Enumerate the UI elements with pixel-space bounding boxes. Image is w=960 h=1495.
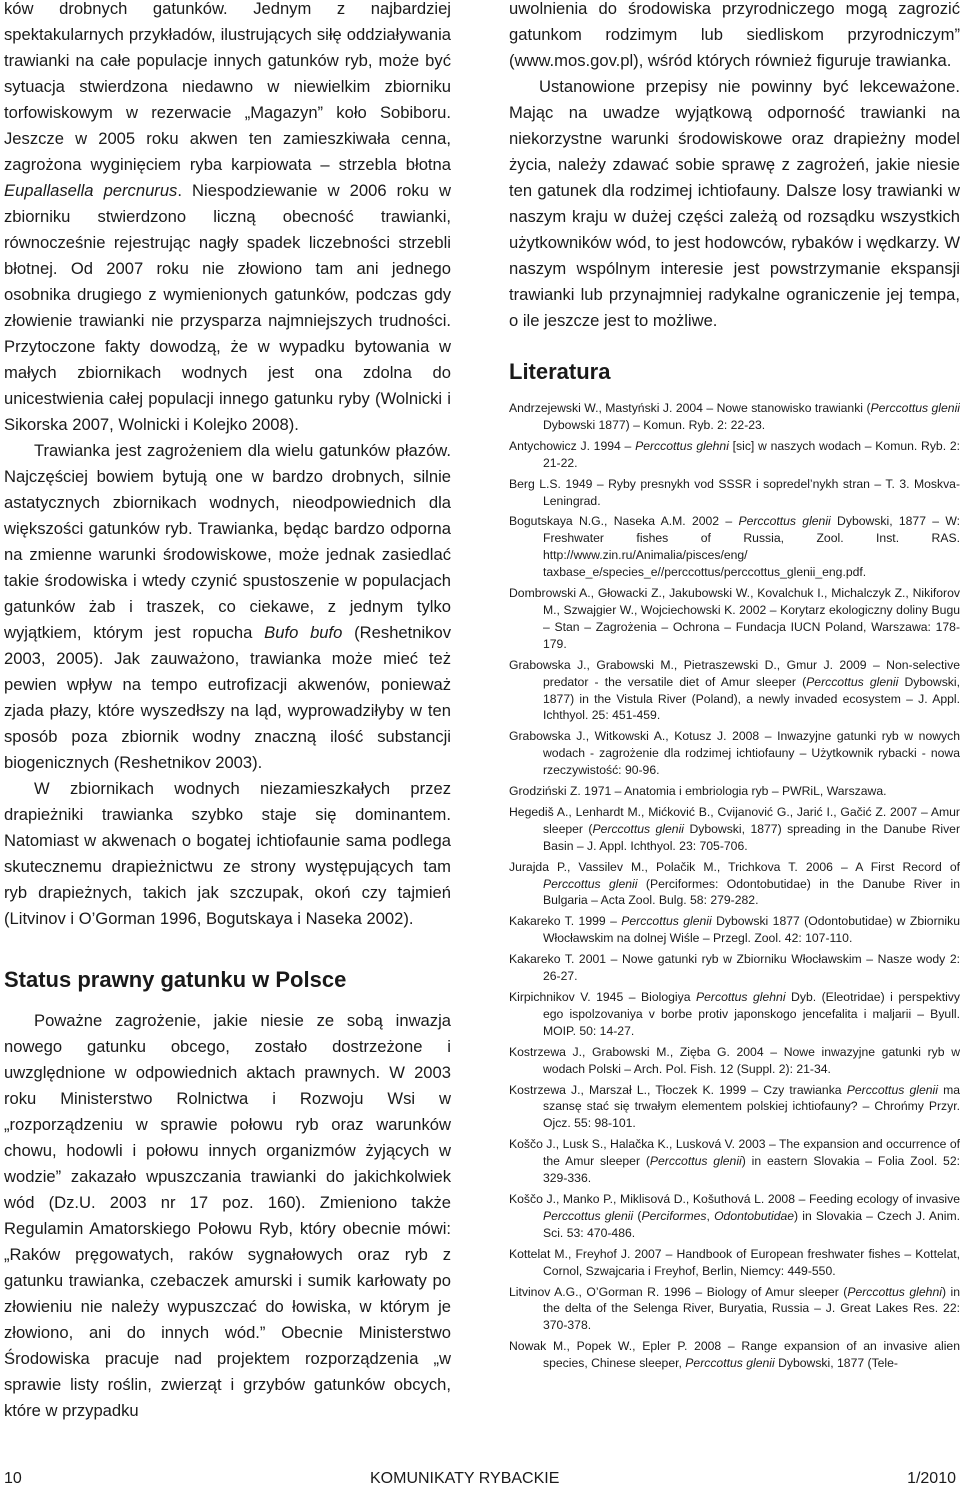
italic-text: Bufo bufo: [264, 623, 343, 642]
italic-text: Perccottus glehni: [635, 438, 729, 453]
italic-text: Percottus glehni: [696, 990, 786, 1004]
journal-name: KOMUNIKATY RYBACKIE: [370, 1470, 560, 1487]
reference-item: [509, 438, 960, 472]
text-run: Kottelat M., Freyhof J. 2007 – Handbook of European freshwater fishes – Kottelat, Cornol, Szwajcaria i Freyhof, Berlin, Niemcy: 449-550.: [509, 1246, 960, 1278]
reference-item: [509, 657, 960, 725]
text-run: ków drobnych gatunków. Jednym z najbardziej spektakularnych przykładów, ilustrujących siłę oddziaływania trawianki na całe populacje innych gatunków ryb, może być sytuacja stwierdzona niedawno w niewielkim zbiorniku torfowiskowym w rezerwacie „Magazyn” koło Sobiboru. Jeszcze w 2005 roku akwen ten zamieszkiwała cenna, zagrożona wyginięciem ryba karpiowata – strzebla błotna: [4, 0, 451, 174]
text-run: Dybowski, 1877) spreading in the Danube River Basin – J. Appl. Ichthyol. 23: 705-706.: [543, 821, 960, 853]
text-run: Dybowski, 1877 – W: Freshwater fishes of Russia, Zool. Inst. RAS. http://www.zin.ru/Animalia/pisces/eng/ taxbase_e/species_e//perccottus/perccottus_glenii_eng.pdf.: [543, 514, 960, 580]
text-run: Kirpichnikov V. 1945 – Biologiya: [509, 990, 697, 1004]
text-run: Bogutskaya N.G., Naseka A.M. 2002 –: [509, 514, 739, 529]
italic-text: Perccottus glenii: [846, 1082, 938, 1097]
text-run: ,: [706, 1208, 715, 1223]
italic-text: Odontobutidae: [714, 1208, 795, 1223]
text-run: Kostrzewa J., Marszał L., Tłoczek K. 1999 – Czy trawianka: [509, 1082, 847, 1097]
text-run: Kakareko T. 1999 –: [509, 914, 622, 929]
reference-item: [509, 783, 960, 800]
text-run: Dyb. (Eleotridae) i perspektivy ego ispolzovaniya v borbe protiv japonskogo jencefalita i maljarii – Byull. MOIP. 50: 14-27.: [543, 990, 960, 1038]
text-run: Grabowska J., Witkowski A., Kotusz J. 2008 – Inwazyjne gatunki ryb w nowych wodach - zagrożenie dla rodzimej ichtiofauny – Użytkownik rybacki - nowa rzeczywistość: 90-96.: [509, 729, 960, 778]
page-number: 10: [4, 1470, 22, 1487]
text-run: Jurajda P., Vassilev M., Polačik M., Trichkova T. 2006 – A First Record of: [509, 859, 960, 874]
italic-text: Perccottus glenii: [543, 876, 638, 891]
reference-item: [509, 1044, 960, 1078]
text-run: Antychowicz J. 1994 –: [509, 438, 636, 453]
issue-number: 1/2010: [907, 1470, 956, 1487]
reference-item: [509, 951, 960, 985]
reference-list: [509, 400, 960, 1372]
text-run: ma szansę stać się trwałym elementem polskiej ichtiofauny? – Chrońmy Przyr. Ojcz. 55: 98-101.: [543, 1082, 960, 1131]
text-run: Nowak M., Popek W., Epler P. 2008 – Range expansion of an invasive alien species, Chinese sleeper,: [509, 1339, 960, 1371]
italic-text: Eupallasella percnurus: [4, 181, 178, 200]
reference-item: [509, 1338, 960, 1372]
italic-text: Perccottus glenii: [806, 674, 899, 689]
text-run: . Niespodziewanie w 2006 roku w zbiorniku stwierdzono liczną obecność trawianki, równocześnie rejestrując nagły spadek liczebności strzebli błotnej. Od 2007 roku nie złowiono tam ani jednego osobnika drugiego z wymienionych gatunków, podczas gdy złowienie trawianki nie przysparza najmniejszych trudności. Przytoczone fakty dowodzą, że w wypadku bytowania w małych zbiornikach wodnych jest ona zdolna do unicestwienia całej populacji innego gatunku ryby (Wolnicki i Sikorska 2007, Wolnicki i Kolejko 2008).: [4, 181, 451, 434]
text-run: Andrzejewski W., Mastyński J. 2004 – Nowe stanowisko trawianki (: [509, 401, 871, 415]
text-run: (: [633, 1208, 642, 1223]
reference-item: [509, 913, 960, 947]
italic-text: Perccottus glenii: [543, 1208, 634, 1223]
reference-item: [509, 1136, 960, 1187]
text-run: ) in eastern Slovakia – Folia Zool. 52: 329-336.: [543, 1154, 960, 1186]
text-run: Kostrzewa J., Grabowski M., Zięba G. 2004 – Nowe inwazyjne gatunki ryb w wodach Polski – Arch. Pol. Fish. 12 (Suppl. 2): 21-34.: [509, 1044, 960, 1076]
text-run: uwolnienia do środowiska przyrodniczego mogą zagrozić gatunkom rodzimym lub siedliskom przyrodniczym” (www.mos.gov.pl), wśród których również figuruje trawianka.: [509, 0, 960, 70]
italic-text: Perccottus glenii: [870, 401, 960, 415]
italic-text: Perccottus glehni: [847, 1284, 942, 1299]
paragraph: [4, 0, 451, 438]
right-column: [509, 0, 960, 1376]
text-run: ) in the delta of the Selenga River, Buryatia, Russia – J. Great Lakes Res. 22: 370-378.: [543, 1284, 960, 1333]
reference-item: [509, 400, 960, 434]
reference-item: [509, 513, 960, 581]
paragraph: [4, 438, 451, 776]
italic-text: Perccottus glenii: [592, 821, 684, 836]
text-run: Hegediš A., Lenhardt M., Mićković B., Cvijanović G., Jarić I., Gačić Z. 2007 – Amur sleeper (: [509, 804, 960, 836]
paragraph: [4, 1008, 451, 1424]
text-run: [sic] w naszych wodach – Komun. Ryb. 2: 21-22.: [543, 438, 960, 470]
reference-item: [509, 476, 960, 510]
reference-item: [509, 989, 960, 1040]
italic-text: Perccottus glenii: [738, 514, 831, 529]
text-run: Dybowski 1877) – Komun. Ryb. 2: 22-23.: [543, 417, 766, 432]
paragraph: [509, 0, 960, 74]
text-run: Dombrowski A., Głowacki Z., Jakubowski W., Kovalchuk I., Michalczyk Z., Nikiforov M., Szwajgier W., Wojciechowski K. 2002 – Korytarz ekologiczny doliny Bugu – Stan – Zagrożenia – Ochrona – Fundacja IUCN Poland, Warszawa: 178-179.: [509, 586, 960, 651]
text-run: Litvinov A.G., O’Gorman R. 1996 – Biology of Amur sleeper (: [509, 1284, 848, 1299]
text-run: Dybowski 1877 (Odontobutidae) w Zbiorniku Włocławskim na dolnej Wiśle – Przegl. Zool. 42: 107-110.: [543, 914, 960, 946]
text-run: Poważne zagrożenie, jakie niesie ze sobą inwazja nowego gatunku obcego, zostało dostrzeżone i uwzględnione w odpowiednich aktach prawnych. W 2003 roku Ministerstwo Rolnictwa i Rozwoju Wsi w „rozporządzeniu w sprawie połowu ryb oraz warunków chowu, hodowli i połowu innych organizmów żyjących w wodzie” zakazało wpuszczania trawianki do jakichkolwiek wód (Dz.U. 2003 nr 17 poz. 160). Zmieniono także Regulamin Amatorskiego Połowu Ryb, który obecnie mówi: „Raków pręgowatych, raków sygnałowych oraz ryb z gatunku trawianka, czebaczek amurski i sumik karłowaty po złowieniu nie należy wypuszczać do łowiska, w którym je złowiono, ani do innych wód.” Obecnie Ministerstwo Środowiska pracuje nad projektem rozporządzenia „w sprawie listy roślin, zwierząt i grzybów gatunków obcych, które w przypadku: [4, 1011, 451, 1420]
text-run: Ustanowione przepisy nie powinny być lekceważone. Mając na uwadze wyjątkową odporność trawianki na niekorzystne warunki środowiskowe oraz drapieżny model życia, należy zdawać sobie sprawę z zagrożeń, jakie niesie ten gatunek dla rodzimej ichtiofauny. Dalsze losy trawianki w naszym kraju w dużej części zależą od rozsądku wszystkich użytkowników wód, to jest hodowców, rybaków i wędkarzy. W naszym wspólnym interesie jest powstrzymanie ekspansji trawianki lub przynajmniej radykalne ograniczenie jej tempa, o ile jeszcze jest to możliwe.: [509, 77, 960, 330]
text-run: W zbiornikach wodnych niezamieszkałych przez drapieżniki trawianka szybko staje się dominantem. Natomiast w akwenach o bogatej ichtiofaunie sama podlega skutecznemu drapieżnictwu ze strony występujących tam ryb drapieżnych, takich jak szczupak, okoń czy tajmień (Litvinov i O’Gorman 1996, Bogutskaya i Naseka 2002).: [4, 779, 451, 928]
text-run: Dybowski, 1877) in the Vistula River (Poland), a newly invaded ecosystem – J. Appl. Ichthyol. 25: 451-459.: [543, 674, 960, 723]
reference-item: [509, 1284, 960, 1335]
text-run: (Perciformes: Odontobutidae) in the Danube River in Bulgaria – Acta Zool. Bulg. 58: 279-282.: [543, 876, 960, 908]
text-run: Grodziński Z. 1971 – Anatomia i embriologia ryb – PWRiL, Warszawa.: [509, 784, 887, 799]
text-run: Koščo J., Lusk S., Halačka K., Lusková V. 2003 – The expansion and occurrence of the Amur sleeper (: [509, 1137, 960, 1169]
text-run: Trawianka jest zagrożeniem dla wielu gatunków płazów. Najczęściej bowiem bytują one w bardzo drobnych, silnie astatycznych zbiornikach wodnych, nieodpowiednich dla większości gatunków ryb. Trawianka, będąc bardzo odporna na zmienne warunki środowiskowe, może jednak zasiedlać takie środowiska i wtedy czynić spustoszenie w populacjach gatunków żab i traszek, co ciekawe, z jednym tylko wyjątkiem, którym jest ropucha: [4, 441, 451, 642]
reference-item: [509, 1191, 960, 1242]
reference-item: [509, 1082, 960, 1133]
references-heading: Literatura: [509, 359, 611, 384]
reference-item: [509, 728, 960, 779]
section-heading: Status prawny gatunku w Polsce: [4, 967, 347, 992]
reference-item: [509, 1246, 960, 1280]
text-run: ) in Slovakia – Czech J. Anim. Sci. 53: 470-486.: [543, 1208, 960, 1240]
reference-item: [509, 585, 960, 653]
text-run: (Reshetnikov 2003, 2005). Jak zauważono, trawianka może mieć też pewien wpływ na tempo eutrofizacji akwenów, ponieważ zjada płazy, które wyszedłszy na ląd, wyprowadziłyby w ten sposób poza zbiornik wodny znaczną ilość substancji biogenicznych (Reshetnikov 2003).: [4, 623, 451, 772]
italic-text: Perccottus glenii: [649, 1154, 742, 1169]
text-run: Kakareko T. 2001 – Nowe gatunki ryb w Zbiorniku Włocławskim – Nasze wody 2: 26-27.: [509, 952, 960, 984]
paragraph: [4, 776, 451, 932]
left-column: [4, 0, 451, 1424]
text-run: Grabowska J., Grabowski M., Pietraszewski D., Gmur J. 2009 – Non-selective predator - the versatile diet of Amur sleeper (: [509, 657, 960, 689]
italic-text: Perciformes: [641, 1208, 707, 1223]
text-run: Koščo J., Manko P., Miklisová D., Košuthová L. 2008 – Feeding ecology of invasive: [509, 1191, 960, 1206]
reference-item: [509, 804, 960, 855]
italic-text: Perccottus glenii: [621, 914, 712, 929]
paragraph: [509, 74, 960, 334]
italic-text: Perccottus glenii: [685, 1356, 775, 1371]
text-run: Dybowski, 1877 (Tele-: [774, 1356, 898, 1371]
reference-item: [509, 859, 960, 910]
text-run: Berg L.S. 1949 – Ryby presnykh vod SSSR i sopredel’nykh stran – T. 3. Moskva-Leningrad.: [509, 476, 960, 508]
